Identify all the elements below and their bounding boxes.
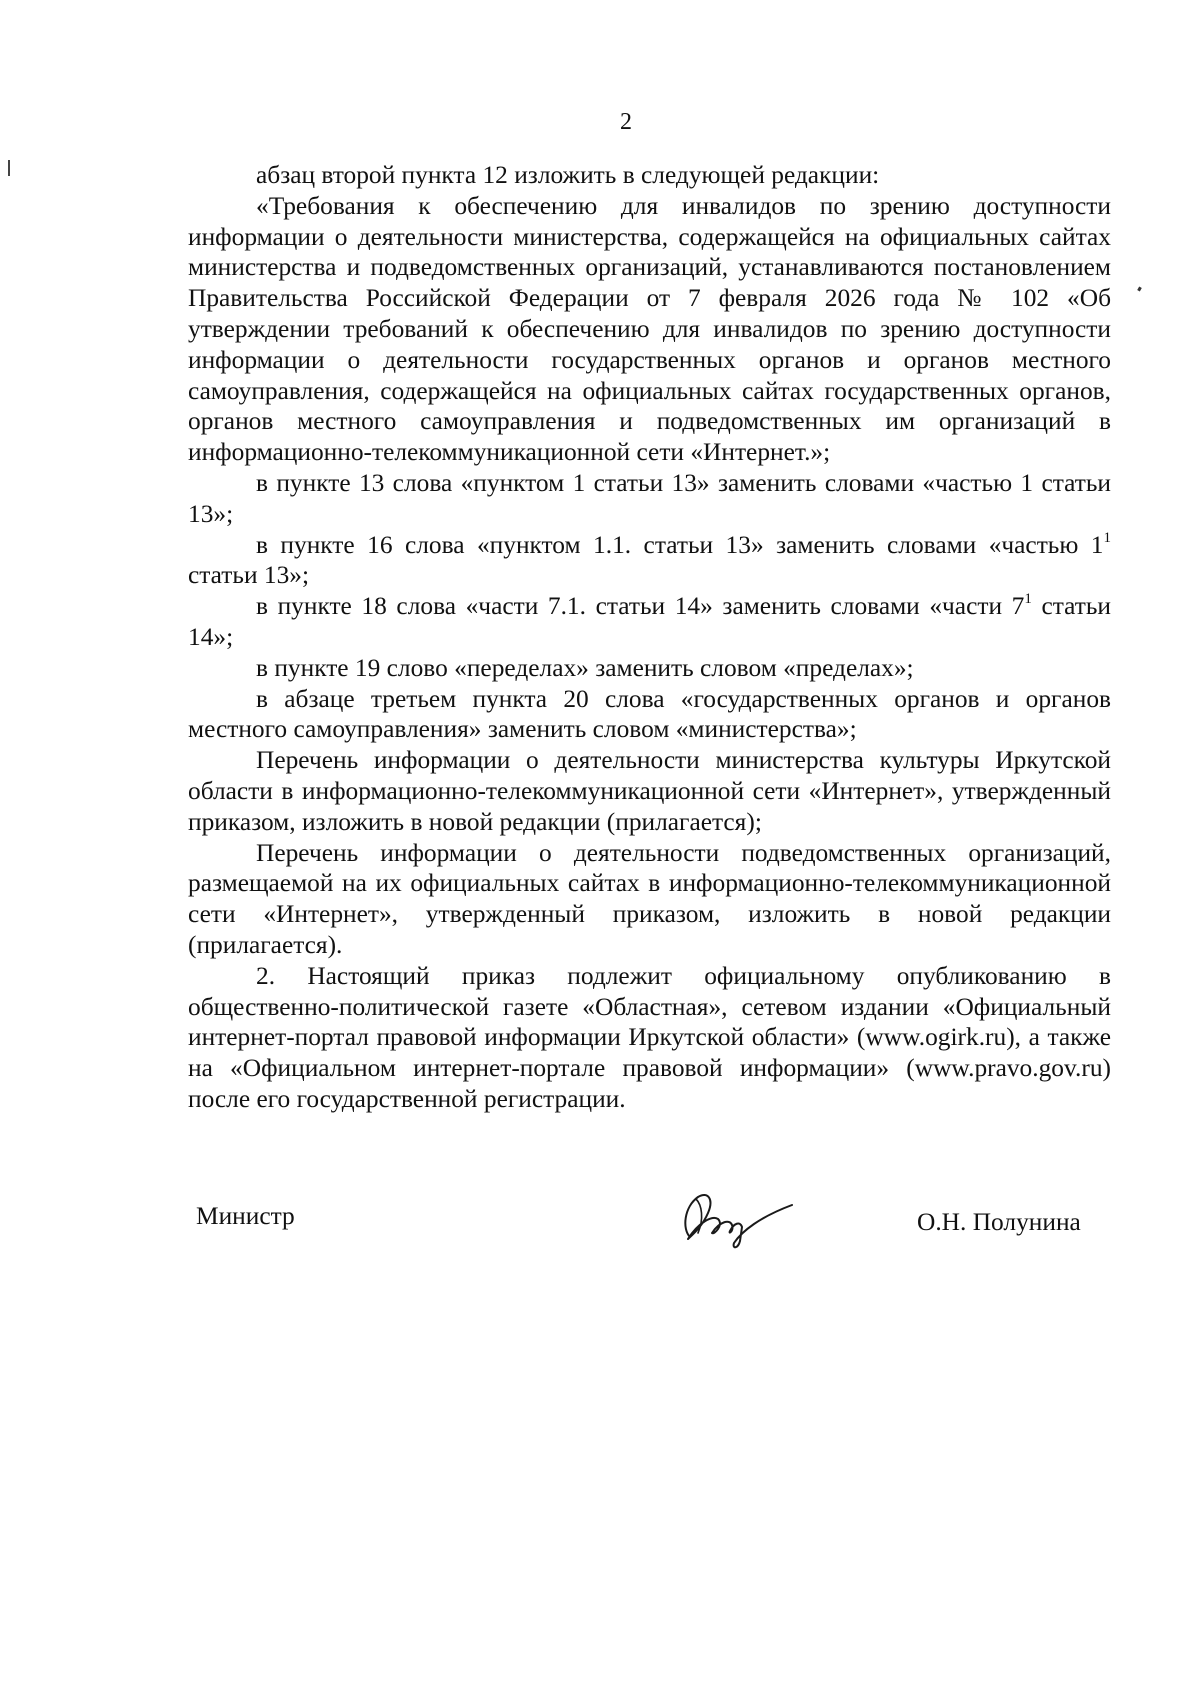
paragraph (188, 591, 1111, 653)
page-number: 2 (620, 109, 632, 135)
scan-artifact (8, 160, 10, 176)
paragraph-text: в пункте 16 слова «пунктом 1.1. статьи 13» заменить словами «частью 1 (256, 530, 1104, 559)
paragraph-text: статьи 13»; (188, 561, 310, 590)
paragraph: «Требования к обеспечению для инвалидов по зрению доступности информации о деятельности министерства, содержащейся на официальных сайтах министерства и подведомственных организаций, устанавливаются постановлением Правительства Российской Федерации от 7 февраля 2026 года № 102 «Об утверждении требований к обеспечению для инвалидов по зрению доступности информации о деятельности государственных органов и органов местного самоуправления, содержащейся на официальных сайтах государственных органов, органов местного самоуправления и подведомственных им организаций в информационно-телекоммуникационной сети «Интернет.»; (188, 191, 1111, 467)
superscript: 1 (1024, 591, 1032, 608)
document-body (188, 160, 1111, 1115)
scan-artifact-dot (1137, 287, 1142, 292)
paragraph: 2. Настоящий приказ подлежит официальному опубликованию в общественно-политической газете «Областная», сетевом издании «Официальный интернет-портал правовой информации Иркутской области» (www.ogirk.ru), а также на «Официальном интернет-портале правовой информации» (www.pravo.gov.ru) после его государственной регистрации. (188, 961, 1111, 1113)
signature-block (0, 1195, 1200, 1285)
paragraph: в абзаце третьем пункта 20 слова «государственных органов и органов местного самоуправления» заменить словом «министерства»; (188, 684, 1111, 744)
superscript: 1 (1103, 529, 1111, 546)
paragraph-text: в пункте 18 слова «части 7.1. статьи 14» заменить словами «части 7 (256, 592, 1025, 621)
handwritten-signature (668, 1175, 798, 1255)
paragraph: в пункте 19 слово «переделах» заменить словом «пределах»; (256, 653, 914, 682)
paragraph: в пункте 13 слова «пунктом 1 статьи 13» заменить словами «частью 1 статьи 13»; (188, 468, 1111, 528)
paragraph: Перечень информации о деятельности подведомственных организаций, размещаемой на их официальных сайтах в информационно-телекоммуникационной сети «Интернет», утвержденный приказом, изложить в новой редакции (прилагается). (188, 838, 1111, 959)
signatory-title: Министр (196, 1202, 295, 1230)
paragraph (188, 530, 1111, 592)
paragraph: Перечень информации о деятельности министерства культуры Иркутской области в информационно-телекоммуникационной сети «Интернет», утвержденный приказом, изложить в новой редакции (прилагается); (188, 746, 1111, 836)
paragraph-text: статьи 14»; (188, 592, 1112, 651)
signatory-name: О.Н. Полунина (917, 1208, 1081, 1236)
paragraph: абзац второй пункта 12 изложить в следующей редакции: (256, 161, 880, 189)
